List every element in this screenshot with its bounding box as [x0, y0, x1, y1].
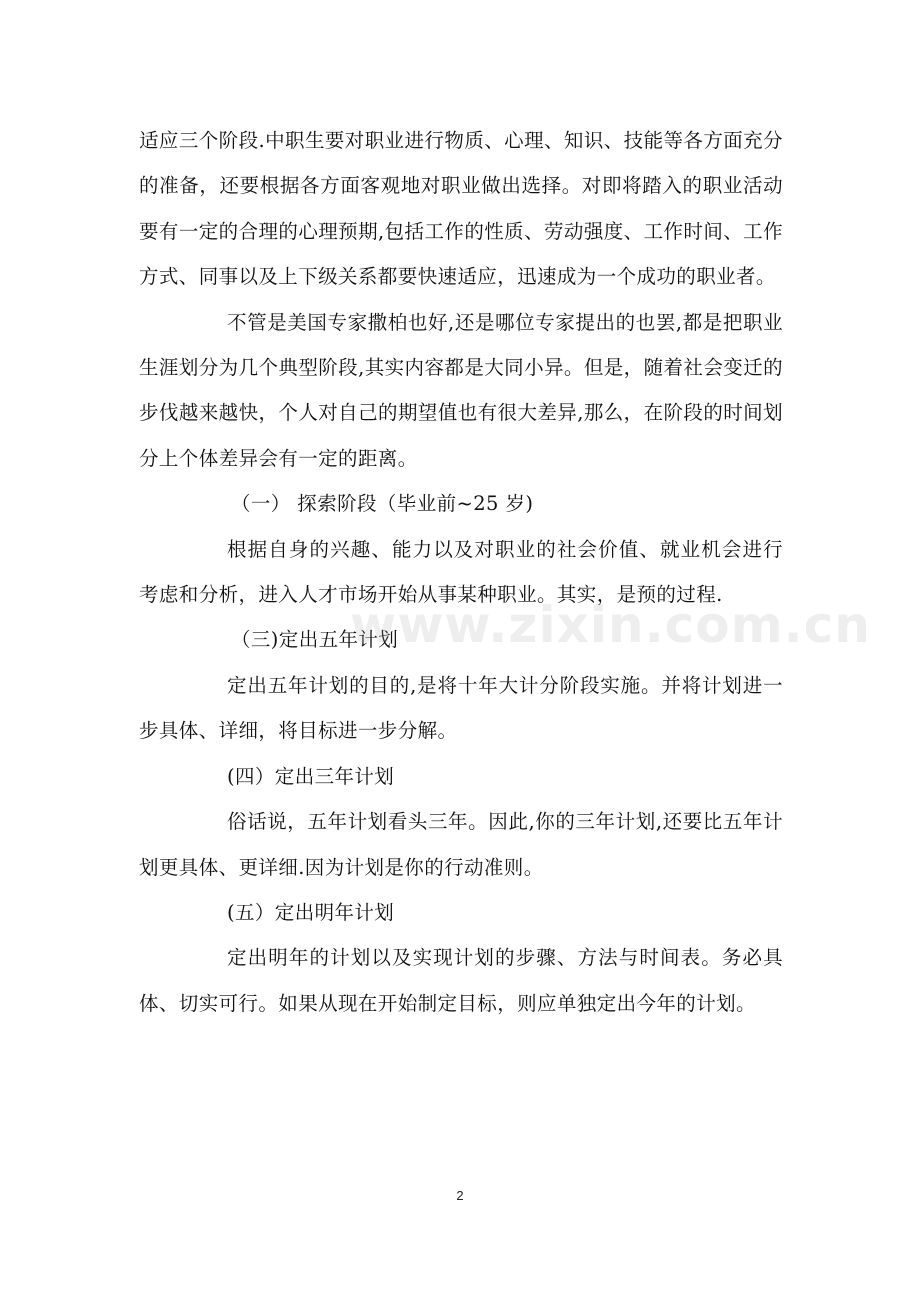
paragraph-next-year-plan: 定出明年的计划以及实现计划的步骤、方法与时间表。务必具体、切实可行。如果从现在开始制定目标，则应单独定出今年的计划。 — [139, 946, 783, 1015]
paragraph-exploration: 根据自身的兴趣、能力以及对职业的社会价值、就业机会进行考虑和分析，进入人才市场开始从事某种职业。其实，是预的过程. — [139, 537, 783, 607]
paragraph-continued: 适应三个阶段.中职生要对职业进行物质、心理、知识、技能等各方面充分的准备，还要根据各方面客观地对职业做出选择。对即将踏入的职业活动要有一定的合理的心理预期,包括工作的性质、劳动强度、工作时间、工作方式、同事以及上下级关系都要快速适应，迅速成为一个成功的职业者。 — [139, 129, 783, 289]
watermark: www.zixin.com.cn — [350, 596, 871, 654]
page-number: 2 — [456, 1188, 464, 1203]
paragraph-career-stages: 不管是美国专家撒柏也好,还是哪位专家提出的也罢,都是把职业生涯划分为几个典型阶段,其实内容都是大同小异。但是，随着社会变迁的步伐越来越快，个人对自己的期望值也有很大差异,那么，在阶段的时间划分上个体差异会有一定的距离。 — [139, 310, 783, 470]
heading-next-year-plan: (五）定出明年计划 — [227, 900, 395, 924]
heading-exploration-stage: （一） 探索阶段（毕业前~25 岁) — [231, 492, 534, 516]
document-body — [139, 118, 783, 1026]
paragraph-three-year-plan: 俗话说，五年计划看头三年。因此,你的三年计划,还要比五年计划更具体、更详细.因为计划是你的行动准则。 — [139, 810, 783, 879]
heading-five-year-plan: （三)定出五年计划 — [231, 628, 399, 652]
heading-three-year-plan: (四）定出三年计划 — [227, 764, 395, 788]
paragraph-five-year-plan: 定出五年计划的目的,是将十年大计分阶段实施。并将计划进一步具体、详细，将目标进一步分解。 — [139, 673, 783, 743]
